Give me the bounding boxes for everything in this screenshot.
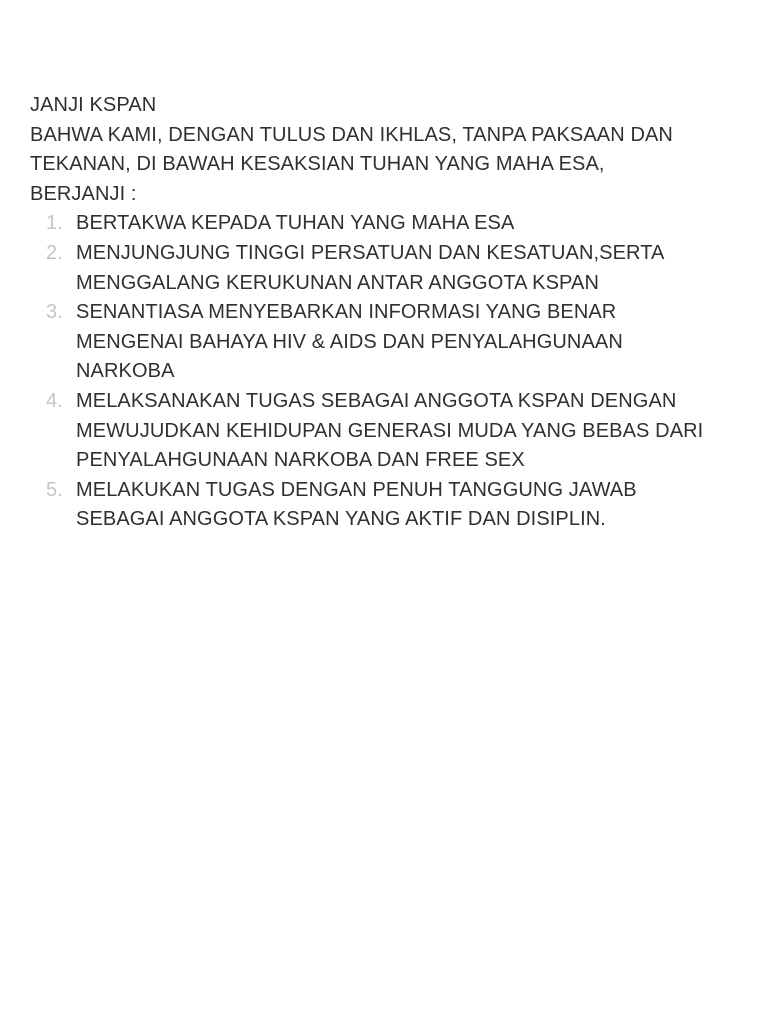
note-title: JANJI KSPAN [30, 94, 157, 116]
list-item-line: SEBAGAI ANGGOTA KSPAN YANG AKTIF DAN DISIPLIN. [76, 508, 606, 531]
list-item [30, 298, 742, 387]
list-item-line: NARKOBA [76, 360, 175, 383]
intro-line: BERJANJI : [30, 182, 137, 205]
list-item [30, 239, 742, 298]
list-item-line: SENANTIASA MENYEBARKAN INFORMASI YANG BENAR [76, 301, 617, 324]
list-item-line: MENGGALANG KERUKUNAN ANTAR ANGGOTA KSPAN [76, 271, 599, 294]
list-item-line: MELAKSANAKAN TUGAS SEBAGAI ANGGOTA KSPAN DENGAN [76, 389, 677, 412]
list-number: 4. [46, 389, 63, 412]
list-number: 2. [46, 241, 63, 264]
list-item-line: MEWUJUDKAN KEHIDUPAN GENERASI MUDA YANG BEBAS DARI [76, 419, 704, 442]
list-item-line: BERTAKWA KEPADA TUHAN YANG MAHA ESA [76, 212, 515, 235]
list-item-line: MENGENAI BAHAYA HIV & AIDS DAN PENYALAHGUNAAN [76, 330, 623, 353]
intro-line: TEKANAN, DI BAWAH KESAKSIAN TUHAN YANG MAHA ESA, [30, 153, 605, 176]
list-item [30, 209, 742, 239]
intro-line: BAHWA KAMI, DENGAN TULUS DAN IKHLAS, TANPA PAKSAAN DAN [30, 123, 673, 146]
list-item-line: MENJUNGJUNG TINGGI PERSATUAN DAN KESATUAN,SERTA [76, 241, 665, 264]
list-number: 3. [46, 301, 63, 324]
note-intro [30, 121, 742, 210]
list-item-line: PENYALAHGUNAAN NARKOBA DAN FREE SEX [76, 449, 525, 472]
note-body[interactable] [30, 91, 742, 535]
list-number: 5. [46, 478, 63, 501]
list-number: 1. [46, 212, 63, 235]
promise-list [30, 209, 742, 535]
list-item-line: MELAKUKAN TUGAS DENGAN PENUH TANGGUNG JAWAB [76, 478, 637, 501]
list-item [30, 476, 742, 535]
list-item [30, 387, 742, 476]
